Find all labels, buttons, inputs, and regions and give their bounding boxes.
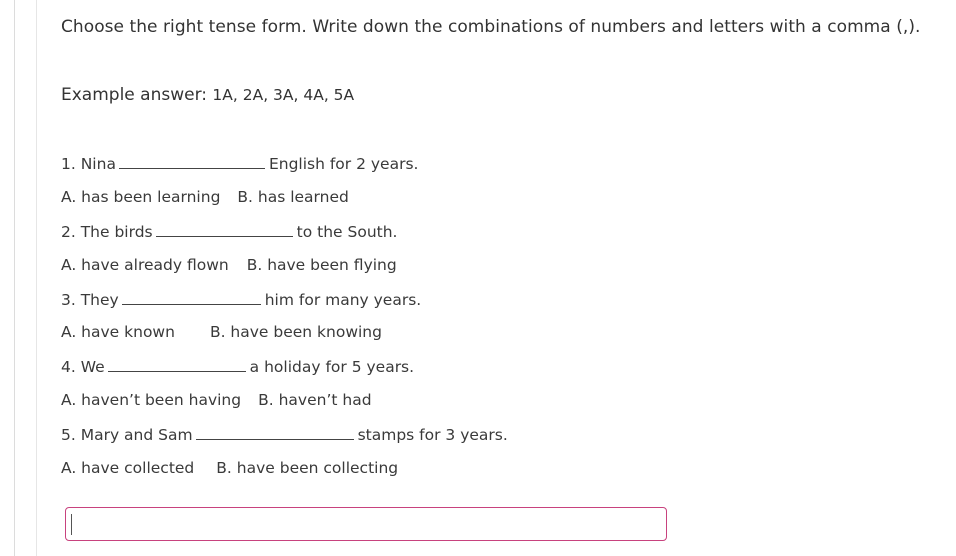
question-4-option-b: B. haven’t had xyxy=(258,391,372,409)
question-2 xyxy=(61,222,397,241)
question-3 xyxy=(61,290,421,309)
question-5 xyxy=(61,425,508,444)
question-2-options xyxy=(61,256,397,274)
question-3-options xyxy=(61,323,382,341)
question-1-options xyxy=(61,188,349,206)
question-1-option-a: A. has been learning xyxy=(61,188,221,206)
question-1-option-b: B. has learned xyxy=(237,188,349,206)
question-5-option-b: B. have been collecting xyxy=(216,459,399,477)
question-5-end: stamps for 3 years. xyxy=(357,426,508,444)
question-4-option-a: A. haven’t been having xyxy=(61,391,242,409)
question-5-blank xyxy=(196,425,354,440)
question-3-end: him for many years. xyxy=(264,291,422,309)
question-4-options xyxy=(61,391,372,409)
question-2-option-b: B. have been flying xyxy=(246,256,397,274)
question-5-start: 5. Mary and Sam xyxy=(61,426,193,444)
question-4-start: 4. We xyxy=(61,358,105,376)
question-3-start: 3. They xyxy=(61,291,119,309)
example-answer xyxy=(61,85,354,105)
question-1 xyxy=(61,154,418,173)
example-answer-label: Example answer: xyxy=(61,85,207,105)
page-left-border xyxy=(14,0,15,556)
question-3-blank xyxy=(122,290,261,305)
question-2-start: 2. The birds xyxy=(61,223,153,241)
answer-input[interactable] xyxy=(65,507,667,541)
instruction-text: Choose the right tense form. Write down the combinations of numbers and letters with a comma (,). xyxy=(61,17,921,37)
text-caret xyxy=(71,514,72,535)
question-4-end: a holiday for 5 years. xyxy=(249,358,415,376)
question-3-option-b: B. have been knowing xyxy=(209,323,382,341)
question-3-option-a: A. have known xyxy=(61,323,175,341)
question-1-end: English for 2 years. xyxy=(268,155,419,173)
question-1-start: 1. Nina xyxy=(61,155,116,173)
content-left-border xyxy=(36,0,37,556)
question-2-option-a: A. have already flown xyxy=(61,256,229,274)
question-4 xyxy=(61,357,414,376)
question-1-blank xyxy=(119,154,265,169)
example-answer-value: 1A, 2A, 3A, 4A, 5A xyxy=(212,86,355,104)
question-2-blank xyxy=(156,222,293,237)
question-5-option-a: A. have collected xyxy=(61,459,195,477)
question-2-end: to the South. xyxy=(296,223,398,241)
question-4-blank xyxy=(108,357,246,372)
question-5-options xyxy=(61,459,398,477)
